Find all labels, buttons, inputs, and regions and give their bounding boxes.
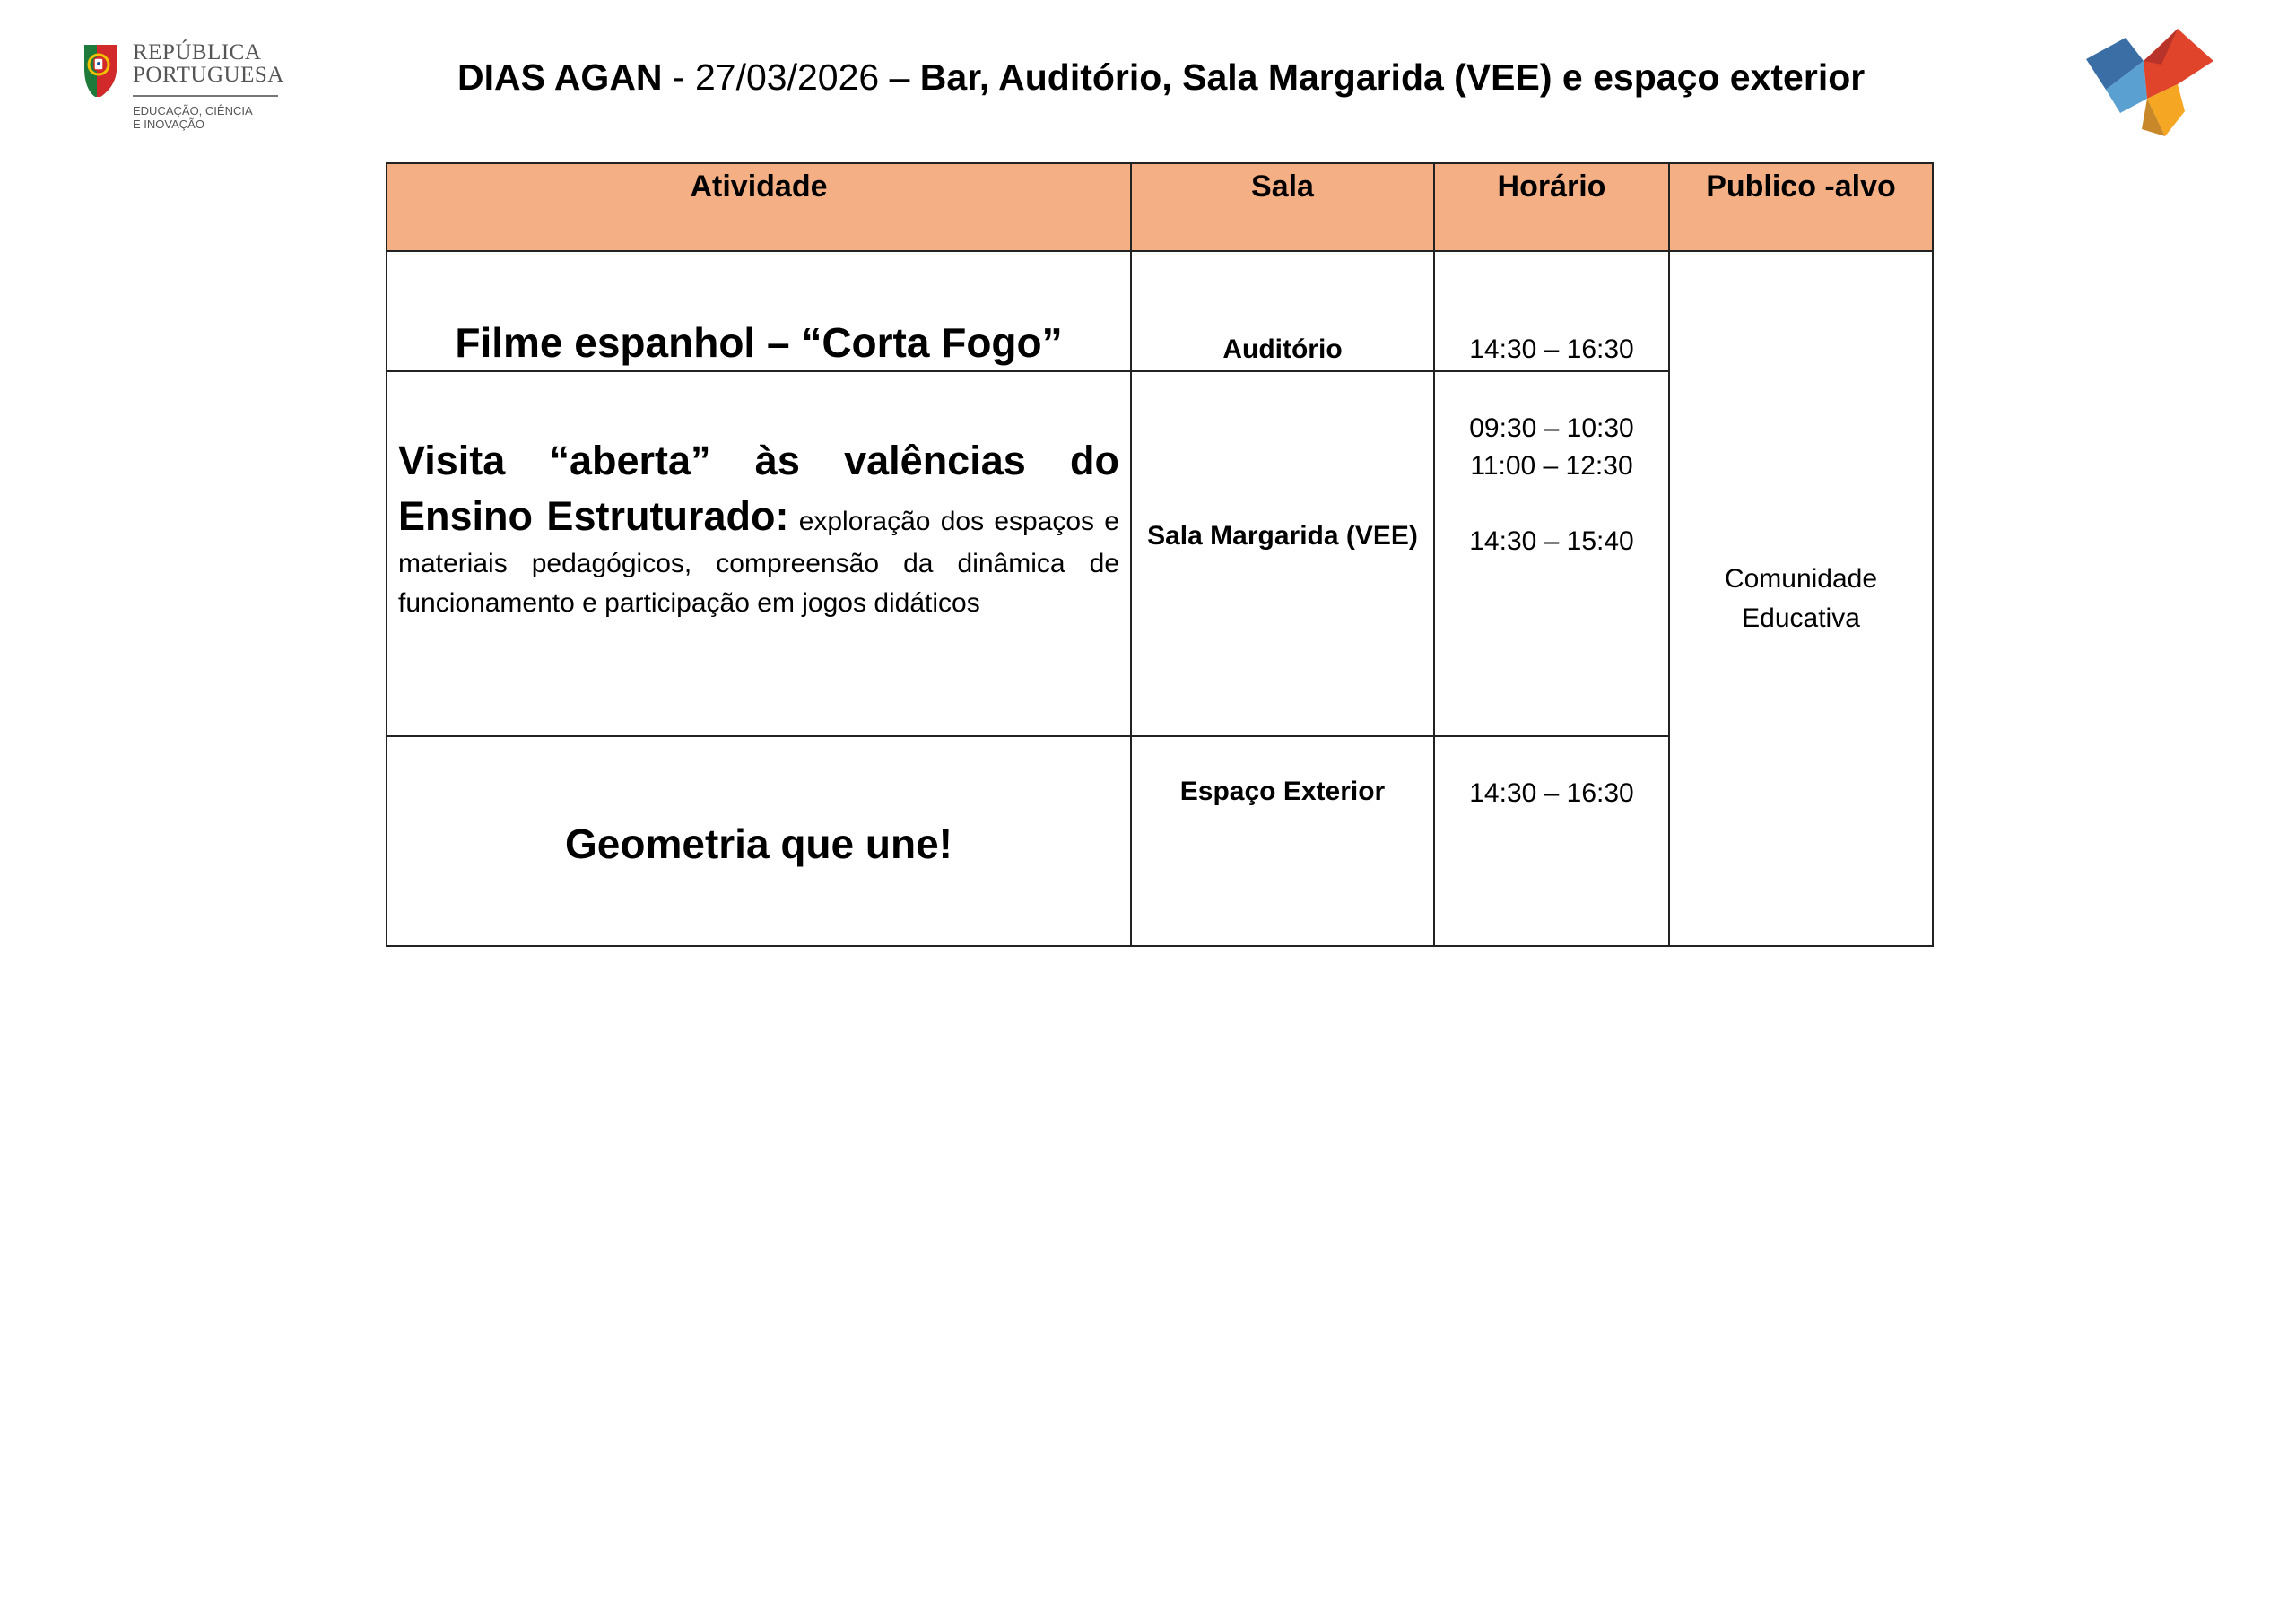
ministry-name-line1: EDUCAÇÃO, CIÊNCIA xyxy=(133,104,253,117)
column-header-time: Horário xyxy=(1434,163,1669,251)
audience-line2: Educativa xyxy=(1742,603,1860,633)
activity-cell xyxy=(387,251,1131,371)
time-slot: 11:00 – 12:30 xyxy=(1470,451,1633,481)
government-name xyxy=(133,41,284,86)
activity-cell xyxy=(387,371,1131,736)
ministry-name xyxy=(133,104,285,131)
room-cell xyxy=(1131,736,1434,946)
column-header-activity: Atividade xyxy=(387,163,1131,251)
page-title-date: - 27/03/2026 – xyxy=(662,56,920,98)
geometric-cube-logo-icon xyxy=(2079,25,2222,142)
time-cell xyxy=(1434,736,1669,946)
column-header-audience: Publico -alvo xyxy=(1669,163,1933,251)
page-title-event: DIAS AGAN xyxy=(457,56,663,98)
table-row xyxy=(387,251,1933,371)
audience-cell xyxy=(1669,251,1933,946)
page-title xyxy=(457,52,1910,102)
column-header-room: Sala xyxy=(1131,163,1434,251)
time-cell xyxy=(1434,371,1669,736)
room-cell xyxy=(1131,251,1434,371)
time-slot: 14:30 – 15:40 xyxy=(1469,526,1634,556)
government-name-line2: PORTUGUESA xyxy=(133,63,284,87)
activity-name: Visita “aberta” às valências do Ensino Estruturado: xyxy=(398,438,1119,539)
government-name-line1: REPÚBLICA xyxy=(133,40,262,65)
room-name: Auditório xyxy=(1222,334,1343,364)
activity-description: exploração dos espaços e materiais pedagógicos, compreensão da dinâmica de funcionamento e participação em jogos didáticos xyxy=(398,507,1119,618)
time-slot: 09:30 – 10:30 xyxy=(1469,413,1634,443)
ministry-name-line2: E INOVAÇÃO xyxy=(133,117,204,131)
audience-line1: Comunidade xyxy=(1724,563,1878,594)
activity-name: Geometria que une! xyxy=(565,821,952,867)
page-title-venues: Bar, Auditório, Sala Margarida (VEE) e espaço exterior xyxy=(919,56,1866,98)
room-cell xyxy=(1131,371,1434,736)
time-slot: 14:30 – 16:30 xyxy=(1469,778,1634,808)
government-logo xyxy=(79,41,294,140)
activity-cell xyxy=(387,736,1131,946)
government-logo-divider xyxy=(133,95,278,97)
time-cell xyxy=(1434,251,1669,371)
table-header-row xyxy=(387,163,1933,251)
activity-name: Filme espanhol – “Corta Fogo” xyxy=(455,319,1063,366)
room-name: Espaço Exterior xyxy=(1179,777,1386,806)
schedule-table xyxy=(386,162,1934,947)
portuguese-coat-of-arms-icon xyxy=(79,41,122,99)
room-name: Sala Margarida (VEE) xyxy=(1147,520,1418,551)
time-slot: 14:30 – 16:30 xyxy=(1469,334,1634,364)
